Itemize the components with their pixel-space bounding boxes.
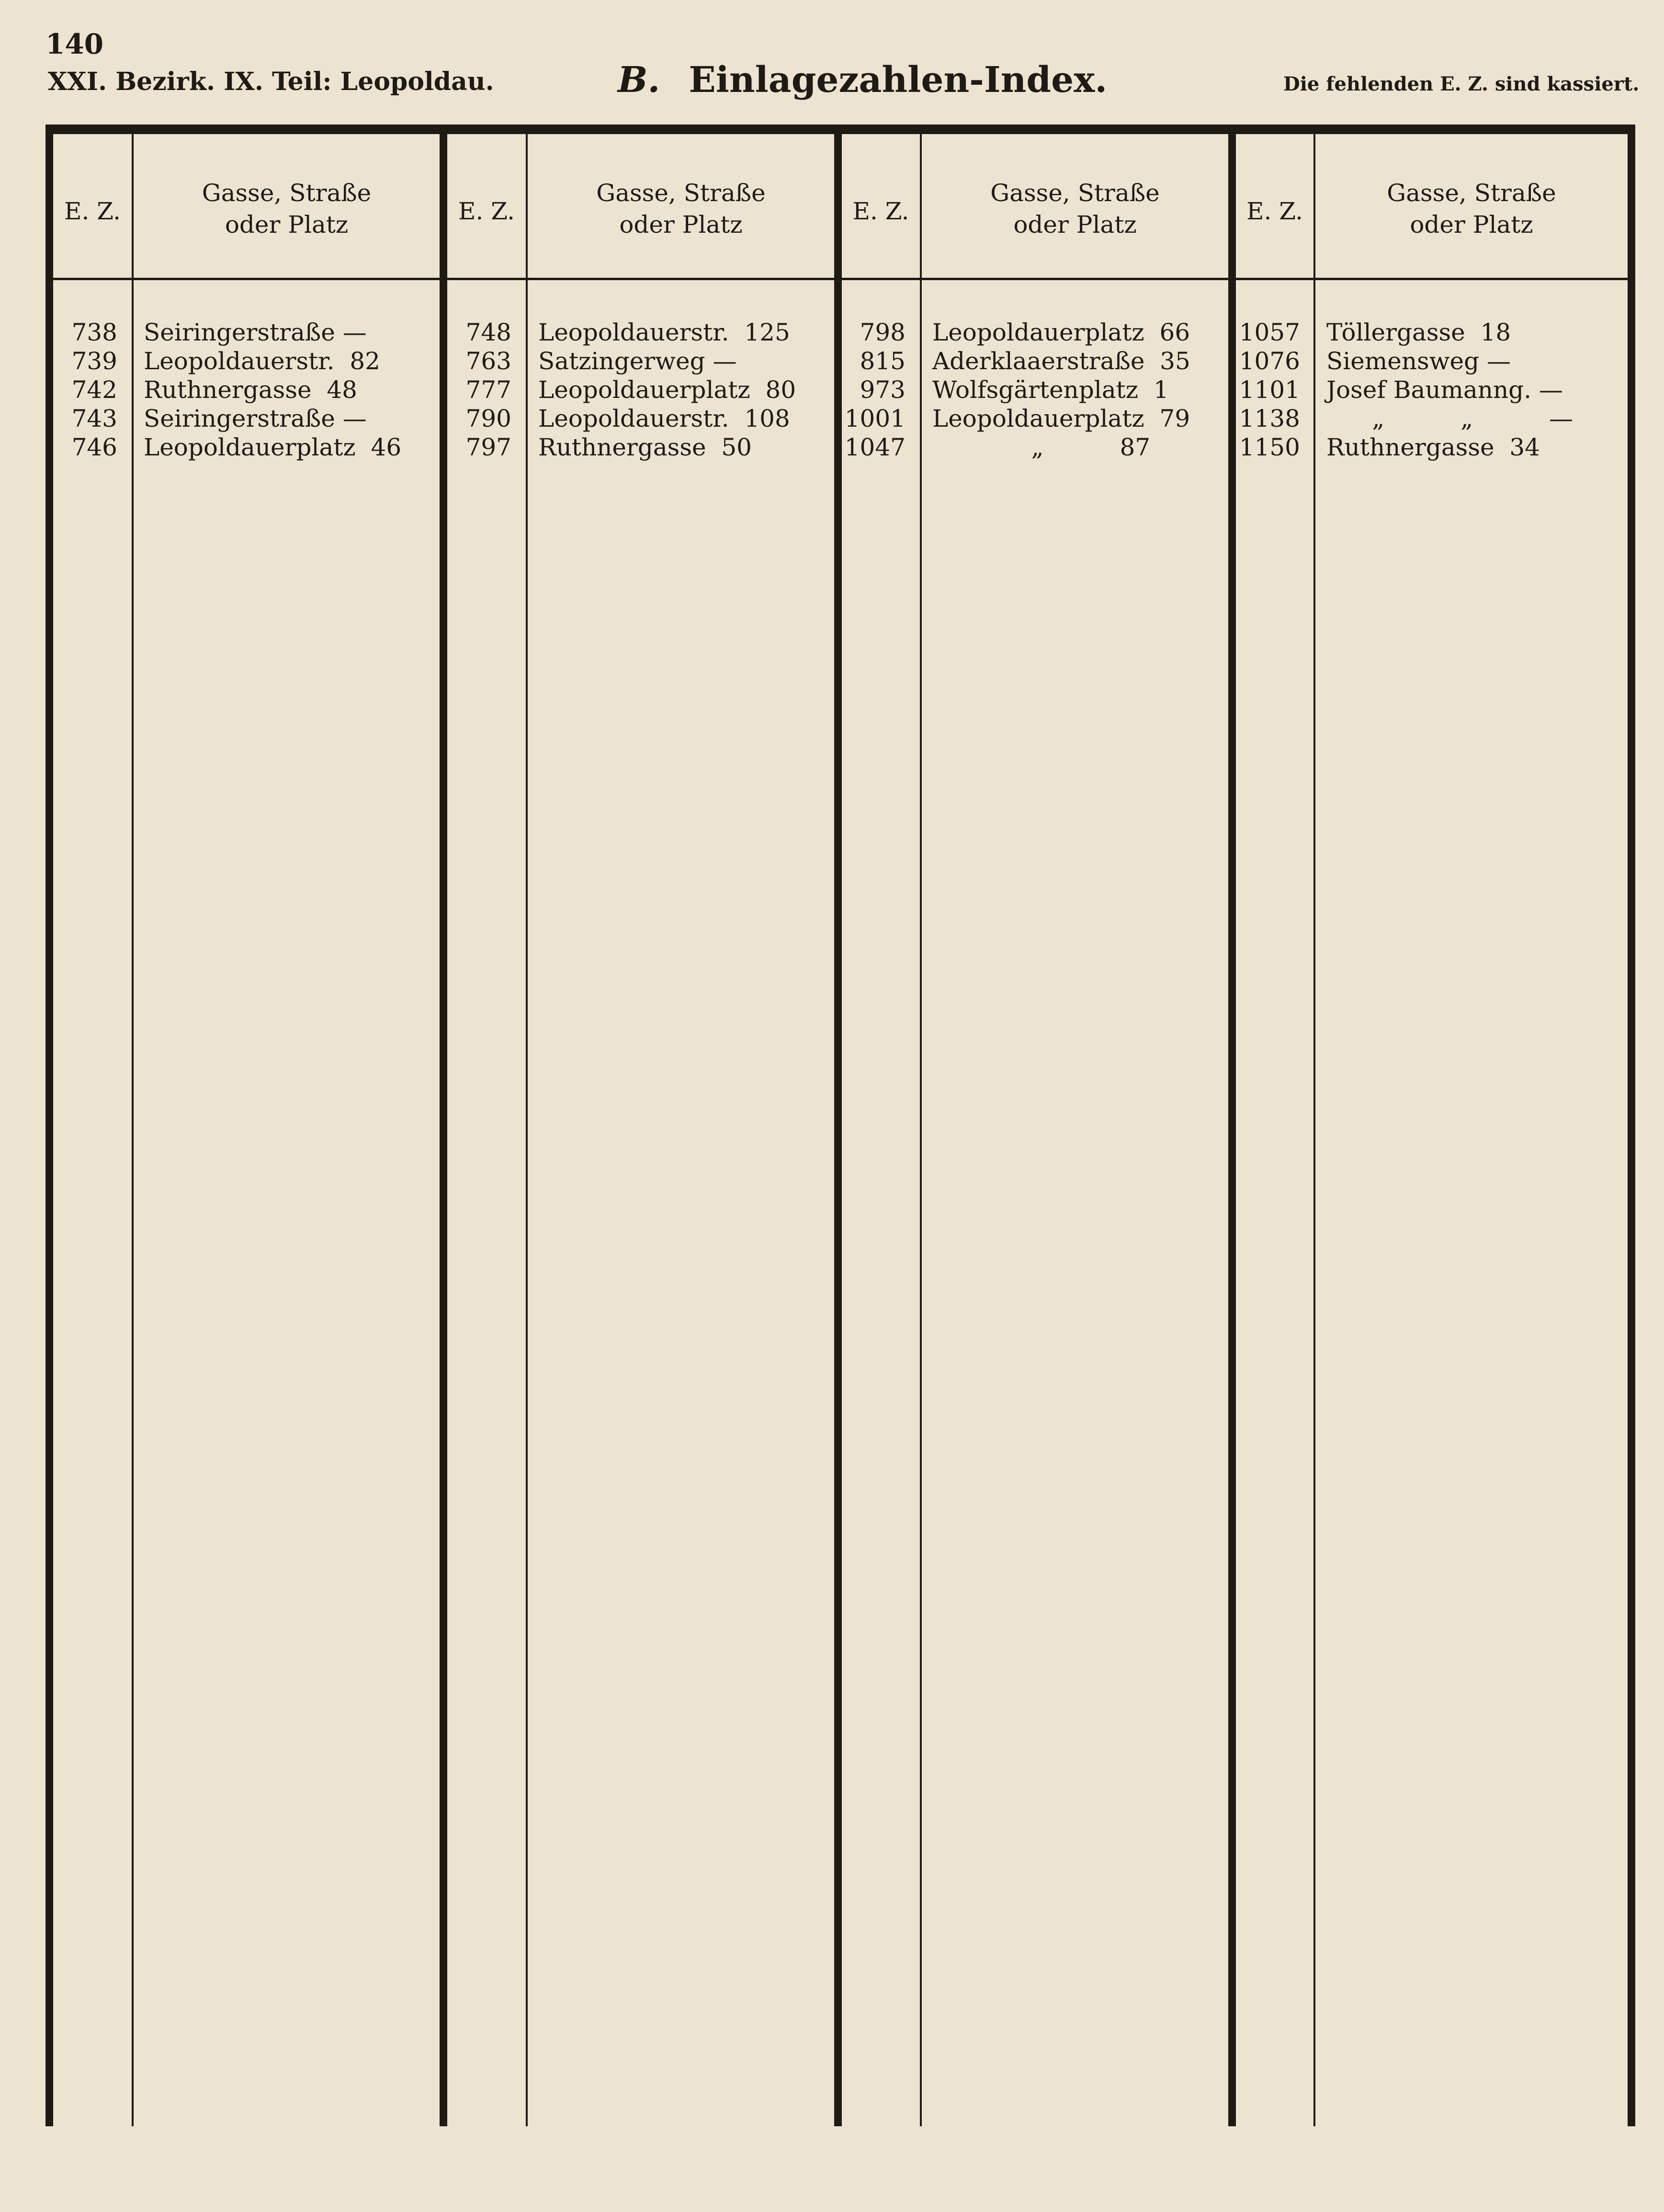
rule-group-2-3 [834,129,842,2126]
street-name: Töllergasse 18 [1326,318,1511,346]
street-header-1 [134,177,440,240]
ez-number: 1150 [1239,433,1300,461]
street-name: Leopoldauerstr. 82 [144,347,380,375]
ez-number: 777 [465,376,511,404]
ez-header-1: E. Z. [64,197,121,225]
ez-number: 763 [465,347,511,375]
ez-number: 1101 [1239,376,1300,404]
street-name: Leopoldauerplatz 79 [932,405,1190,432]
street-header-line1: Gasse, Straße [596,179,766,207]
ez-number: 748 [465,318,511,346]
cancelled-note: Die fehlenden E. Z. sind kassiert. [1283,73,1640,95]
rule-outer-right [1628,129,1635,2126]
street-name: Satzingerweg — [538,347,737,375]
header-rule-3 [842,278,1228,280]
ez-number: 739 [71,347,117,375]
header-rule-1 [53,278,440,280]
rule-outer-left [45,129,53,2126]
rule-ez-3 [920,134,922,2126]
section-letter: B. [618,59,660,101]
street-header-3 [922,177,1228,240]
street-name: Ruthnergasse 48 [144,376,357,404]
street-header-2 [528,177,834,240]
ez-header-2: E. Z. [458,197,515,225]
ez-number: 742 [71,376,117,404]
district-header: XXI. Bezirk. IX. Teil: Leopoldau. [48,67,494,96]
street-name: Seiringerstraße — [144,405,367,432]
ez-number: 797 [465,433,511,461]
street-name: Leopoldauerplatz 46 [144,433,402,461]
ez-number: 1047 [844,433,906,461]
street-header-line1: Gasse, Straße [1387,179,1556,207]
ez-number: 743 [71,405,117,432]
ez-number: 746 [71,433,117,461]
street-name: Leopoldauerstr. 108 [538,405,790,432]
street-name: Ruthnergasse 34 [1326,433,1540,461]
ez-number: 798 [860,318,906,346]
ez-number: 1057 [1239,318,1300,346]
rule-ez-2 [526,134,528,2126]
header-rule-4 [1236,278,1628,280]
rule-ez-1 [132,134,134,2126]
ez-header-4: E. Z. [1246,197,1303,225]
street-header-line2: oder Platz [1013,211,1137,238]
street-name: „ „ — [1326,405,1573,432]
street-name: „ 87 [932,433,1151,461]
street-header-line1: Gasse, Straße [202,179,372,207]
street-name: Leopoldauerplatz 80 [538,376,796,404]
ez-number: 790 [465,405,511,432]
street-header-line2: oder Platz [619,211,743,238]
rule-group-3-4 [1228,129,1236,2126]
street-name: Leopoldauerplatz 66 [932,318,1190,346]
ez-number: 1001 [844,405,906,432]
ez-number: 1076 [1239,347,1300,375]
rule-ez-4 [1313,134,1315,2126]
street-header-line1: Gasse, Straße [990,179,1160,207]
street-name: Leopoldauerstr. 125 [538,318,790,346]
street-name: Aderklaaerstraße 35 [932,347,1190,375]
page-number: 140 [45,28,104,60]
street-header-line2: oder Platz [225,211,349,238]
ez-number: 1138 [1239,405,1300,432]
ez-number: 973 [860,376,906,404]
rule-group-1-2 [440,129,447,2126]
street-name: Seiringerstraße — [144,318,367,346]
ez-header-3: E. Z. [852,197,909,225]
title-text: Einlagezahlen-Index. [689,59,1108,101]
street-header-4 [1315,177,1628,240]
street-name: Ruthnergasse 50 [538,433,752,461]
index-title [618,59,1107,101]
ez-number: 738 [71,318,117,346]
ez-number: 815 [860,347,906,375]
street-name: Josef Baumanng. — [1326,376,1563,404]
header-rule-2 [447,278,834,280]
street-header-line2: oder Platz [1410,211,1533,238]
street-name: Wolfsgärtenplatz 1 [932,376,1169,404]
street-name: Siemensweg — [1326,347,1511,375]
